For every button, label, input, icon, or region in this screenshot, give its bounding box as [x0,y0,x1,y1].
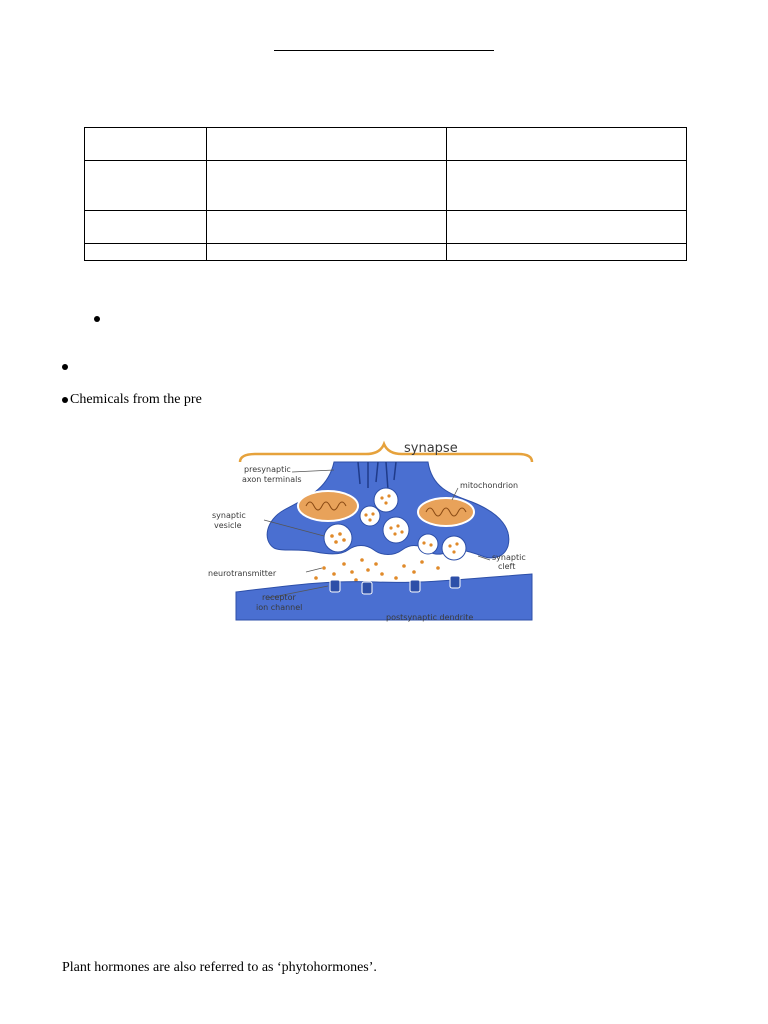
table-cell [85,128,207,161]
table-cell [447,128,687,161]
table-cell [447,211,687,244]
footer-paragraph: Plant hormones are also referred to as ‘phytohormones’. [62,960,377,975]
bullet-3 [62,392,202,408]
table-row [85,161,687,211]
label-mitochondrion: mitochondrion [460,481,519,490]
table-cell [207,161,447,211]
table-cell [207,211,447,244]
table-cell [447,244,687,261]
empty-table [84,127,687,261]
table-cell [207,128,447,161]
label-axon-terminals: axon terminals [242,475,302,484]
label-receptor: receptor [262,593,296,602]
label-neurotransmitter: neurotransmitter [208,569,277,578]
neurotransmitter-dots [314,558,440,582]
title-underline [274,50,494,51]
synapse-title: synapse [404,441,458,456]
bullet-3-text: Chemicals from the pre [70,392,202,407]
table-cell [85,244,207,261]
label-synaptic-vesicle-2: vesicle [214,521,242,530]
label-presynaptic: presynaptic [244,465,291,474]
bullet-dot-icon [62,397,68,403]
synapse-bracket [240,444,532,462]
table-cell [85,161,207,211]
table-row [85,244,687,261]
table-cell [447,161,687,211]
table-cell [85,211,207,244]
label-synaptic-vesicle-1: synaptic [212,511,246,520]
mitochondrion-left [298,491,358,521]
label-ion-channel: ion channel [256,603,303,612]
label-synaptic-cleft-1: synaptic [492,553,526,562]
table-cell [207,244,447,261]
synapse-diagram [206,440,538,624]
bullet-2 [62,359,70,375]
table-row [85,128,687,161]
bullet-1 [94,311,102,327]
label-postsynaptic-dendrite: postsynaptic dendrite [386,613,474,622]
table-row [85,211,687,244]
bullet-dot-icon [62,364,68,370]
label-synaptic-cleft-2: cleft [498,562,516,571]
bullet-dot-icon [94,316,100,322]
